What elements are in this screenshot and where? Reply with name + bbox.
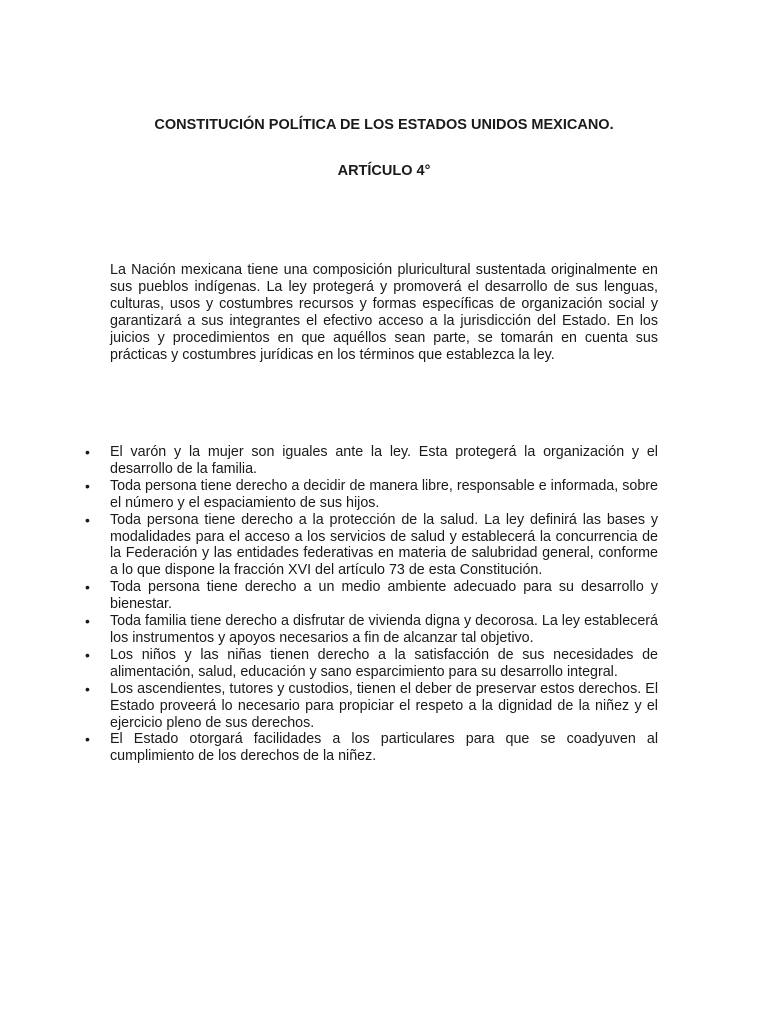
- list-item: [85, 680, 658, 732]
- list-item-text: El varón y la mujer son iguales ante la ley. Esta protegerá la organización y el desarrollo de la familia.: [110, 444, 658, 477]
- bullet-icon: •: [85, 444, 90, 460]
- list-item-text: Los ascendientes, tutores y custodios, tienen el deber de preservar estos derechos. El Estado proveerá lo necesario para propiciar el respeto a la dignidad de la niñez y el ejercicio pleno de sus derechos.: [110, 680, 658, 731]
- list-item-text: Toda persona tiene derecho a la protección de la salud. La ley definirá las bases y modalidades para el acceso a los servicios de salud y establecerá la concurrencia de la Federación y las entidades federativas en materia de salubridad general, conforme a lo que dispone la fracción XVI del artículo 73 de esta Constitución.: [110, 511, 658, 579]
- list-item-text: Los niños y las niñas tienen derecho a la satisfacción de sus necesidades de alimentación, salud, educación y sano esparcimiento para su desarrollo integral.: [110, 646, 658, 680]
- bullet-icon: •: [85, 680, 90, 697]
- bullet-icon: •: [85, 579, 90, 596]
- list-item-text: Toda familia tiene derecho a disfrutar de vivienda digna y decorosa. La ley establecerá los instrumentos y apoyos necesarios a fin de alcanzar tal objetivo.: [110, 613, 658, 646]
- list-item: [85, 444, 658, 478]
- list-item: [85, 477, 658, 512]
- intro-paragraph: La Nación mexicana tiene una composición pluricultural sustentada originalmente en sus pueblos indígenas. La ley protegerá y promoverá el desarrollo de sus lenguas, culturas, usos y costumbres recursos y formas específicas de organización social y garantizará a sus integrantes el efectivo acceso a la jurisdicción del Estado. En los juicios y procedimientos en que aquéllos sean parte, se tomarán en cuenta sus prácticas y costumbres jurídicas en los términos que establezca la ley.: [110, 262, 658, 363]
- article-bullet-list: [85, 444, 658, 765]
- list-item-text: Toda persona tiene derecho a un medio ambiente adecuado para su desarrollo y bienestar.: [110, 579, 658, 613]
- list-item-text: Toda persona tiene derecho a decidir de manera libre, responsable e informada, sobre el número y el espaciamiento de sus hijos.: [110, 477, 658, 511]
- list-item: [85, 579, 658, 613]
- article-heading: ARTÍCULO 4°: [337, 163, 431, 179]
- bullet-icon: •: [85, 613, 90, 630]
- list-item: [85, 646, 658, 681]
- bullet-icon: •: [85, 646, 90, 663]
- document-title: CONSTITUCIÓN POLÍTICA DE LOS ESTADOS UNIDOS MEXICANO.: [154, 117, 614, 133]
- bullet-icon: •: [85, 731, 90, 748]
- bullet-icon: •: [85, 511, 90, 528]
- bullet-icon: •: [85, 477, 90, 494]
- list-item-text: El Estado otorgará facilidades a los particulares para que se coadyuven al cumplimiento de los derechos de la niñez.: [110, 731, 658, 765]
- list-item: [85, 613, 658, 647]
- list-item: [85, 511, 658, 580]
- list-item: [85, 731, 658, 765]
